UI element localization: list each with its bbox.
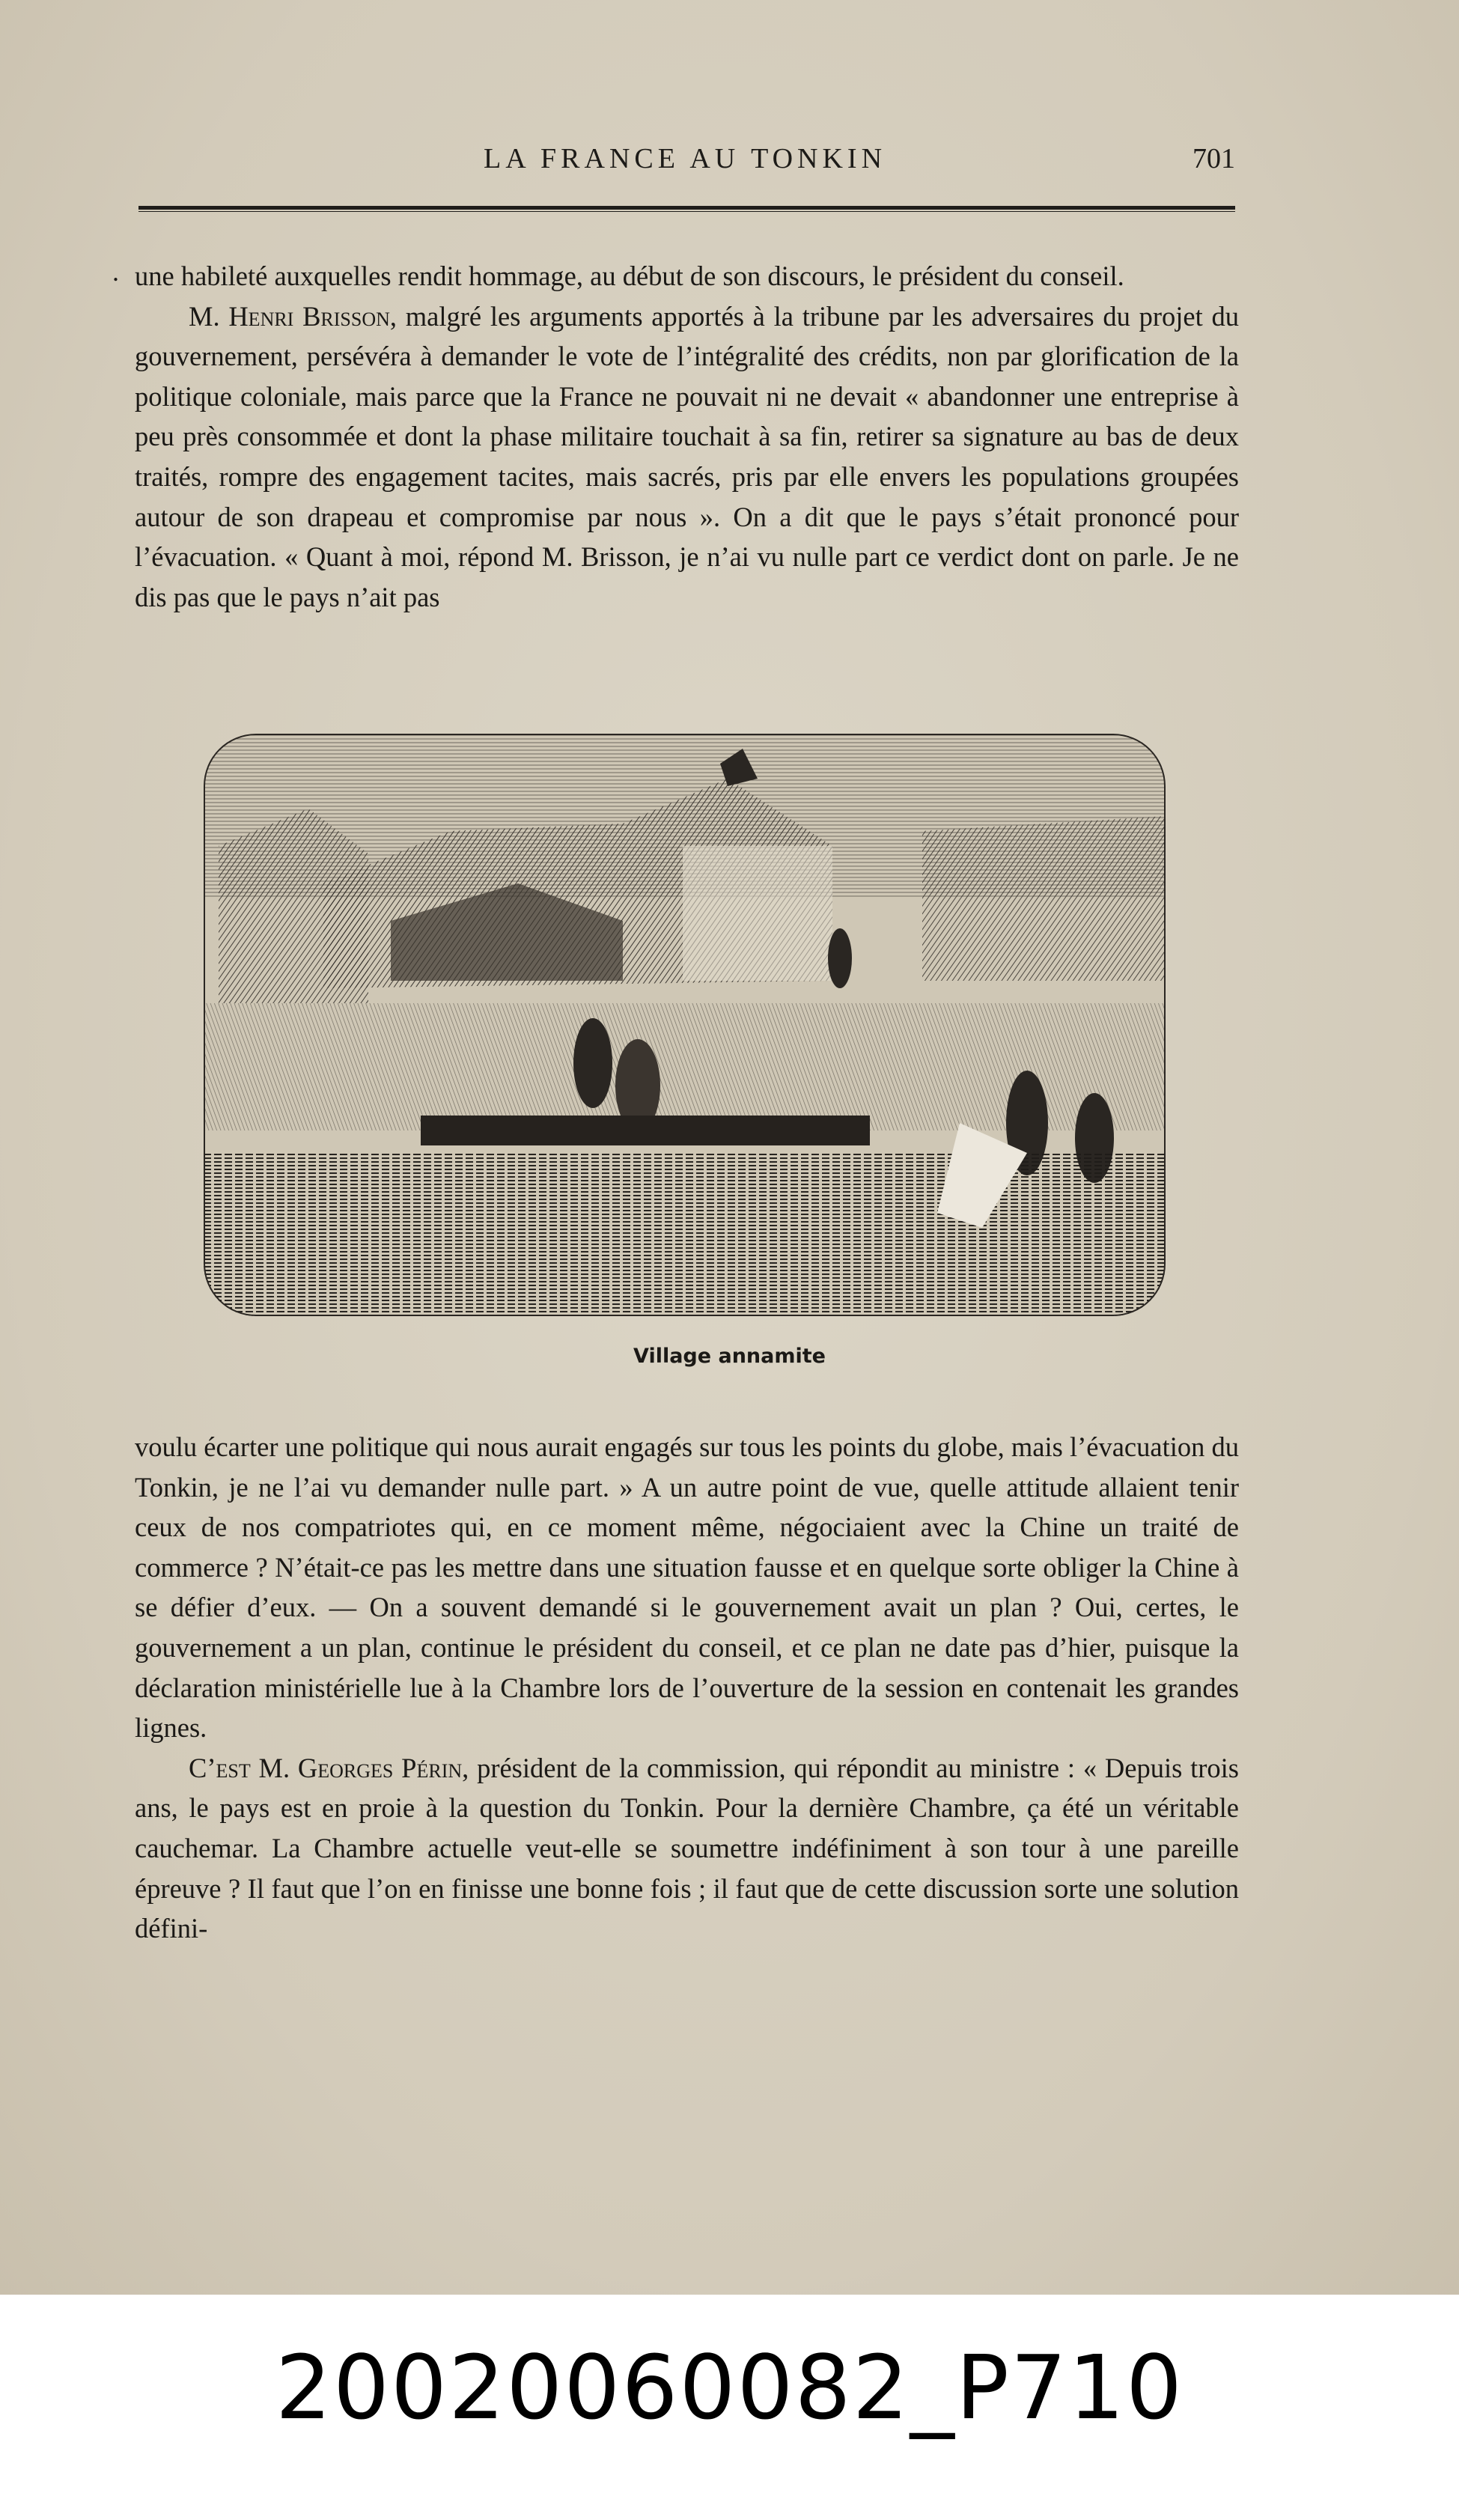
header-rule: [138, 206, 1235, 212]
bottom-text-block: [135, 1427, 1239, 1949]
paragraph-brisson: [135, 296, 1239, 618]
paragraph-continuation: voulu écarter une politique qui nous aurait engagés sur tous les points du globe, mais l’évacuation du Tonkin, je ne l’ai vu demander nulle part. » A un autre point de vue, quelle attitude allaient tenir ceux de nos compatriotes qui, en ce moment même, négociaient avec la Chine un traité de commerce ? N’était-ce pas les mettre dans une situation fausse et en quelque sorte obliger la Chine à se défier d’eux. — On a souvent demandé si le gouvernement avait un plan ? Oui, certes, le gouvernement a un plan, continue le président du conseil, et ce plan ne date pas d’hier, puisque la déclaration ministérielle lue à la Chambre lors de l’ouverture de la session en contenait les grandes lignes.: [135, 1431, 1239, 1744]
running-title: LA FRANCE AU TONKIN: [483, 143, 887, 174]
paragraph-body: malgré les arguments apportés à la tribune par les adversaires du projet du gouvernement, persévéra à demander le vote de l’intégralité des crédits, non par glorification de la politique coloniale, mais parce que la France ne pouvait ni ne devait « abandonner une entreprise à peu près consommée et dont la phase militaire touchait à sa fin, retirer sa signature au bas de deux traités, rompre des engagement tacites, mais sacrés, pris par elle envers les populations groupées autour de son drapeau et compromise par nous ». On a dit que le pays s’était prononcé pour l’évacuation. « Quant à moi, répond M. Brisson, je n’ai vu nulle part ce verdict dont on parle. Je ne dis pas que le pays n’ait pas: [135, 300, 1239, 612]
running-head: [135, 142, 1235, 187]
page-number: 701: [1193, 143, 1235, 174]
paragraph-continuation: une habileté auxquelles rendit hommage, au début de son discours, le président du conseil.: [135, 261, 1124, 291]
paragraph-body: président de la commission, qui répondit au ministre : « Depuis trois ans, le pays est en proie à la question du Tonkin. Pour la dernière Chambre, ça été un véritable cauchemar. La Chambre actuelle veut-elle se soumettre indéfiniment à son tour à une pareille épreuve ? Il faut que l’on en finisse une bonne fois ; il faut que de cette discussion sorte une solution défini-: [135, 1752, 1239, 1944]
figure-caption: Village annamite: [633, 1345, 826, 1368]
speaker-name: M. Henri Brisson,: [189, 300, 398, 332]
top-text-block: [135, 256, 1239, 617]
paragraph-perin: [135, 1748, 1239, 1949]
speaker-name: C’est M. Georges Périn,: [189, 1752, 469, 1783]
margin-mark: .: [112, 257, 119, 287]
village-engraving: [204, 734, 1166, 1316]
catalog-id: 20020060082_P710: [275, 2336, 1184, 2439]
